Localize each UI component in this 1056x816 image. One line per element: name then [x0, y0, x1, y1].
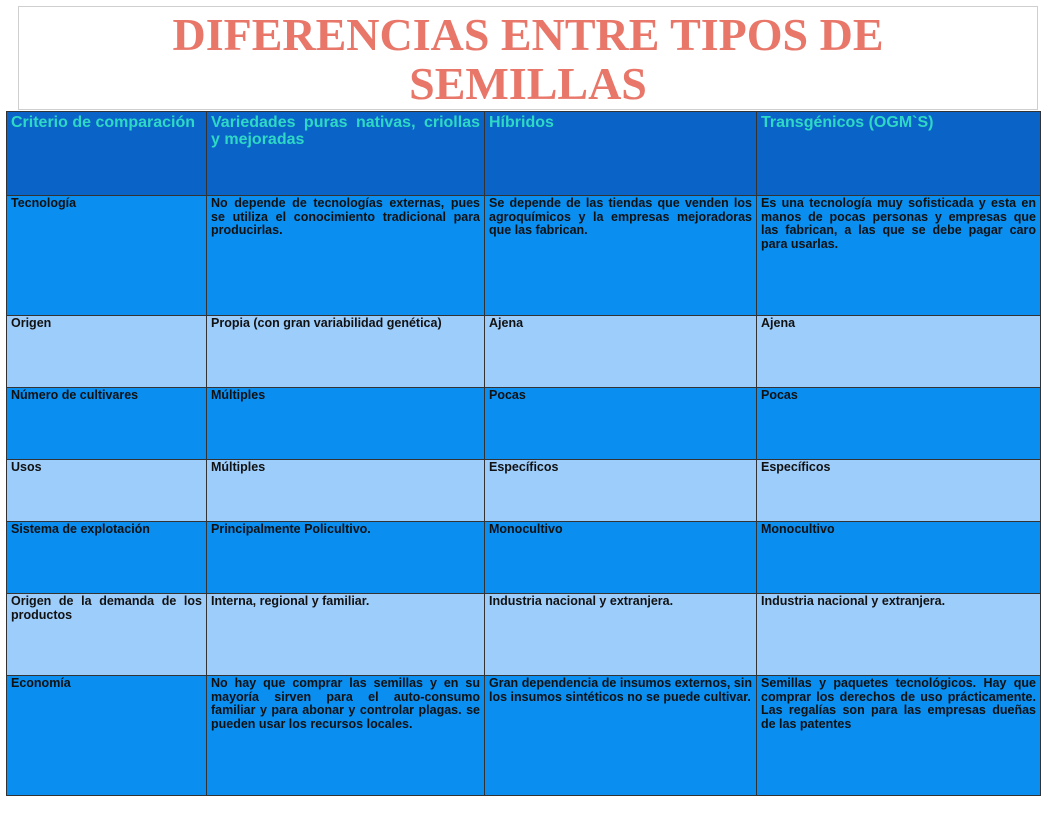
- row-hibridos-cell: Se depende de las tiendas que venden los agroquímicos y la empresas mejoradoras que las fabrican.: [485, 196, 757, 316]
- row-variedades-cell: No depende de tecnologías externas, pues se utiliza el conocimiento tradicional para producirlas.: [207, 196, 485, 316]
- header-hibridos: Híbridos: [485, 112, 757, 196]
- row-transgenicos-cell: Ajena: [757, 316, 1041, 388]
- header-criterio: Criterio de comparación: [7, 112, 207, 196]
- row-transgenicos-cell: Industria nacional y extranjera.: [757, 594, 1041, 676]
- table-row: [7, 594, 1041, 676]
- row-transgenicos-cell: Es una tecnología muy sofisticada y esta en manos de pocas personas y empresas que las fabrican, a las que se debe pagar caro para usarlas.: [757, 196, 1041, 316]
- table-row: [7, 676, 1041, 796]
- row-criterio-cell: Tecnología: [7, 196, 207, 316]
- row-hibridos-cell: Monocultivo: [485, 522, 757, 594]
- row-criterio-cell: Sistema de explotación: [7, 522, 207, 594]
- row-transgenicos-cell: Monocultivo: [757, 522, 1041, 594]
- row-variedades-cell: Propia (con gran variabilidad genética): [207, 316, 485, 388]
- row-hibridos-cell: Industria nacional y extranjera.: [485, 594, 757, 676]
- row-criterio-cell: Economía: [7, 676, 207, 796]
- row-hibridos-cell: Específicos: [485, 460, 757, 522]
- row-variedades-cell: Múltiples: [207, 460, 485, 522]
- header-variedades: Variedades puras nativas, criollas y mejoradas: [207, 112, 485, 196]
- table-row: [7, 316, 1041, 388]
- row-criterio-cell: Origen de la demanda de los productos: [7, 594, 207, 676]
- row-criterio-cell: Número de cultivares: [7, 388, 207, 460]
- row-variedades-cell: Interna, regional y familiar.: [207, 594, 485, 676]
- table-row: [7, 388, 1041, 460]
- table-row: [7, 460, 1041, 522]
- row-transgenicos-cell: Semillas y paquetes tecnológicos. Hay que comprar los derechos de uso prácticamente. Las regalías son para las empresas dueñas de las patentes: [757, 676, 1041, 796]
- row-hibridos-cell: Pocas: [485, 388, 757, 460]
- header-transgenicos: Transgénicos (OGM`S): [757, 112, 1041, 196]
- row-hibridos-cell: Ajena: [485, 316, 757, 388]
- row-transgenicos-cell: Pocas: [757, 388, 1041, 460]
- page-title: DIFERENCIAS ENTRE TIPOS DE SEMILLAS: [172, 9, 884, 109]
- table-row: [7, 522, 1041, 594]
- comparison-table: [6, 111, 1041, 796]
- row-variedades-cell: No hay que comprar las semillas y en su mayoría sirven para el auto-consumo familiar y para abonar y controlar plagas. se pueden usar los recursos locales.: [207, 676, 485, 796]
- row-criterio-cell: Origen: [7, 316, 207, 388]
- row-variedades-cell: Múltiples: [207, 388, 485, 460]
- row-variedades-cell: Principalmente Policultivo.: [207, 522, 485, 594]
- table-row: [7, 196, 1041, 316]
- row-hibridos-cell: Gran dependencia de insumos externos, sin los insumos sintéticos no se puede cultivar.: [485, 676, 757, 796]
- row-transgenicos-cell: Específicos: [757, 460, 1041, 522]
- row-criterio-cell: Usos: [7, 460, 207, 522]
- table-header-row: [7, 112, 1041, 196]
